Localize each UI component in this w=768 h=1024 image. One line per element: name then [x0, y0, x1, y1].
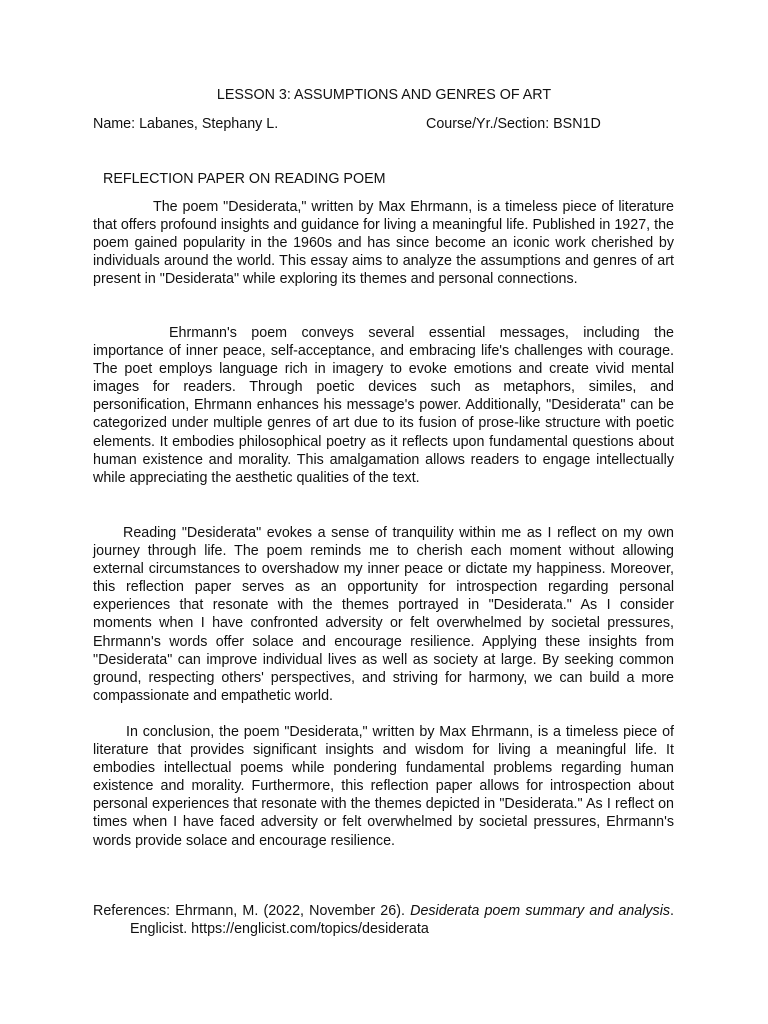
references: [93, 902, 674, 938]
reference-prefix: References: Ehrmann, M. (2022, November 26).: [93, 903, 411, 919]
student-name: Name: Labanes, Stephany L.: [93, 116, 279, 132]
paragraph-introduction: The poem "Desiderata," written by Max Ehrmann, is a timeless piece of literature that offers profound insights and guidance for living a meaningful life. Published in 1927, the poem gained popularity in the 1960s and has since become an iconic work cherished by individuals around the world. This essay aims to analyze the assumptions and genres of art present in "Desiderata" while exploring its themes and personal connections.: [93, 199, 674, 288]
paragraph-analysis: Ehrmann's poem conveys several essential messages, including the importance of inner peace, self-acceptance, and embracing life's challenges with courage. The poet employs language rich in imagery to evoke emotions and create vivid mental images for readers. Through poetic devices such as metaphors, similes, and personification, Ehrmann enhances his message's power. Additionally, "Desiderata" can be categorized under multiple genres of art due to its fusion of prose-like structure with poetic elements. It embodies philosophical poetry as it reflects upon fundamental questions about human existence and morality. This amalgamation allows readers to engage intellectually while appreciating the aesthetic qualities of the text.: [93, 325, 674, 486]
paper-title: REFLECTION PAPER ON READING POEM: [103, 171, 386, 187]
paragraph-conclusion: In conclusion, the poem "Desiderata," written by Max Ehrmann, is a timeless piece of literature that provides significant insights and wisdom for living a meaningful life. It embodies intellectual poems while pondering fundamental problems regarding human existence and morality. Furthermore, this reflection paper allows for introspection about personal experiences that resonate with the themes depicted in "Desiderata." As I reflect on times when I have faced adversity or felt overwhelmed by societal pressures, Ehrmann's words provide solace and encourage resilience.: [93, 724, 674, 849]
lesson-title: LESSON 3: ASSUMPTIONS AND GENRES OF ART: [216, 87, 552, 103]
course-section: Course/Yr./Section: BSN1D: [426, 116, 601, 132]
reference-suffix: . Englicist. https://englicist.com/topics/desiderata: [130, 903, 674, 938]
reference-title: Desiderata poem summary and analysis: [410, 903, 671, 919]
paragraph-reflection: Reading "Desiderata" evokes a sense of tranquility within me as I reflect on my own journey through life. The poem reminds me to cherish each moment without allowing external circumstances to overshadow my inner peace or dictate my happiness. Moreover, this reflection paper serves as an opportunity for introspection regarding personal experiences that resonate with the themes portrayed in "Desiderata." As I consider moments when I have confronted adversity or felt overwhelmed by societal pressures, Ehrmann's words offer solace and encourage resilience. Applying these insights from "Desiderata" can improve individual lives as well as society at large. By seeking common ground, respecting others' perspectives, and striving for harmony, we can build a more compassionate and empathetic world.: [93, 525, 674, 704]
